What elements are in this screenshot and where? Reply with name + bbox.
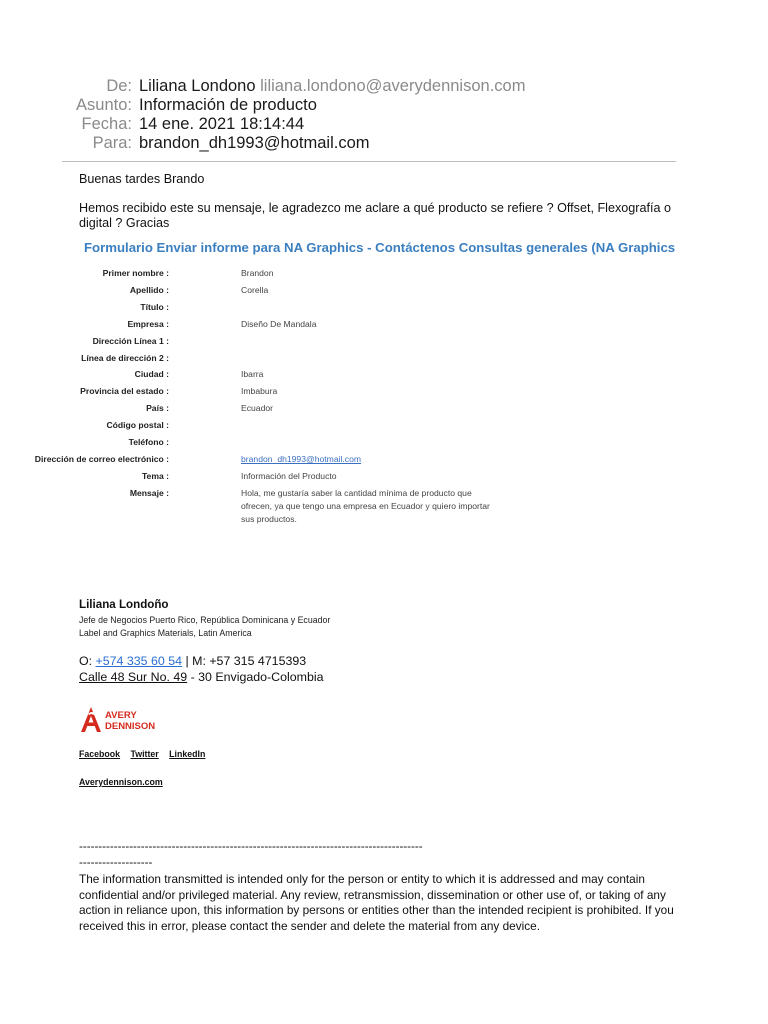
signature-phones [79, 654, 306, 668]
twitter-link[interactable]: Twitter [130, 749, 159, 759]
office-phone-link[interactable]: +574 335 60 54 [95, 654, 183, 668]
disclaimer-separator-2: ------------------- [79, 856, 153, 869]
from-name: Liliana Londono [139, 77, 256, 95]
form-field-value: Ecuador [241, 403, 274, 414]
form-row [0, 350, 700, 367]
office-prefix: O: [79, 654, 96, 668]
form-row [0, 468, 700, 485]
form-message-cont-1: ofrecen, ya que tengo una empresa en Ecuador y quiero importar [241, 501, 490, 511]
subject-label: Asunto: [76, 96, 132, 114]
mobile-phone: | M: +57 315 4715393 [182, 654, 307, 668]
date-value: 14 ene. 2021 18:14:44 [139, 115, 305, 133]
form-message-cont-2: sus productos. [241, 514, 297, 524]
form-row [0, 451, 700, 468]
to-label: Para: [92, 134, 132, 152]
website-link[interactable]: Averydennison.com [79, 777, 163, 787]
facebook-link[interactable]: Facebook [79, 749, 121, 759]
signature-division: Label and Graphics Materials, Latin America [79, 628, 252, 638]
form-row [0, 265, 700, 282]
form-field-label: Línea de dirección 2 : [81, 352, 169, 363]
greeting: Buenas tardes Brando [79, 172, 205, 186]
signature-address [79, 670, 324, 684]
logo-text-avery: AVERY [105, 710, 137, 721]
form-row [0, 366, 700, 383]
form-row [0, 316, 700, 333]
form-field-value: Hola, me gustaría saber la cantidad mínima de producto que [241, 487, 472, 498]
logo-text-dennison: DENNISON [105, 721, 156, 732]
message-line-2: digital ? Gracias [79, 216, 170, 230]
form-field-label: Ciudad : [134, 369, 169, 380]
form-field-value: Brandon [241, 268, 274, 278]
form-field-label: Título : [140, 301, 169, 312]
form-title: Formulario Enviar informe para NA Graphics - Contáctenos Consultas generales (NA Graphics [84, 240, 676, 255]
form-field-label: Empresa : [127, 318, 169, 329]
from-email[interactable]: liliana.londono@averydennison.com [260, 77, 526, 95]
message-line-1: Hemos recibido este su mensaje, le agradezco me aclare a qué producto se refiere ? Offset, Flexografía o [79, 201, 671, 215]
subject-value: Información de producto [139, 96, 317, 114]
form-row [0, 417, 700, 434]
form-field-label: País : [146, 403, 169, 414]
form-field-label: Código postal : [106, 420, 169, 431]
form-row [0, 282, 700, 299]
form-field-value: Ibarra [241, 369, 264, 380]
form-field-label: Primer nombre : [102, 268, 169, 278]
from-value [139, 76, 525, 96]
form-row [0, 333, 700, 350]
from-label: De: [106, 77, 132, 95]
form-field-email-link[interactable]: brandon_dh1993@hotmail.com [241, 453, 362, 464]
form-field-label: Apellido : [129, 284, 169, 295]
form-row [0, 299, 700, 316]
form-field-value: Imbabura [241, 386, 278, 397]
to-value[interactable]: brandon_dh1993@hotmail.com [139, 134, 370, 152]
form-field-label: Dirección Línea 1 : [92, 335, 169, 346]
form-field-value: Corella [241, 284, 269, 295]
address-rest: - 30 Envigado-Colombia [187, 670, 324, 684]
form-field-value: Información del Producto [241, 470, 337, 481]
address-link[interactable]: Calle 48 Sur No. 49 [79, 670, 188, 684]
disclaimer-separator-1: ----------------------------------------------------------------------------------------- [79, 840, 423, 853]
signature-title: Jefe de Negocios Puerto Rico, República Dominicana y Ecuador [79, 615, 331, 625]
avery-dennison-logo-icon [79, 704, 169, 734]
form-field-label: Dirección de correo electrónico : [34, 453, 169, 464]
linkedin-link[interactable]: LinkedIn [169, 749, 206, 759]
signature-name: Liliana Londoño [79, 598, 169, 611]
form-row [0, 383, 700, 400]
social-links [79, 749, 213, 759]
form-field-label: Mensaje : [129, 487, 169, 498]
date-label: Fecha: [81, 115, 132, 133]
form-field-label: Provincia del estado : [80, 386, 169, 397]
form-row [0, 400, 700, 417]
form-field-label: Teléfono : [128, 437, 169, 447]
avery-dennison-logo [79, 704, 169, 734]
form-field-value: Diseño De Mandala [241, 318, 317, 329]
disclaimer-text: The information transmitted is intended only for the person or entity to which it is addressed and may contain confidential and/or privileged material. Any review, retransmission, dissemination or other use of, or taking of any action in reliance upon, this information by persons or entities other than the intended recipient is prohibited. If you received this in error, please contact the sender and delete the material from any device. [79, 872, 674, 933]
form-row [0, 434, 700, 451]
header-divider [62, 161, 676, 162]
form-field-label: Tema : [141, 470, 169, 481]
